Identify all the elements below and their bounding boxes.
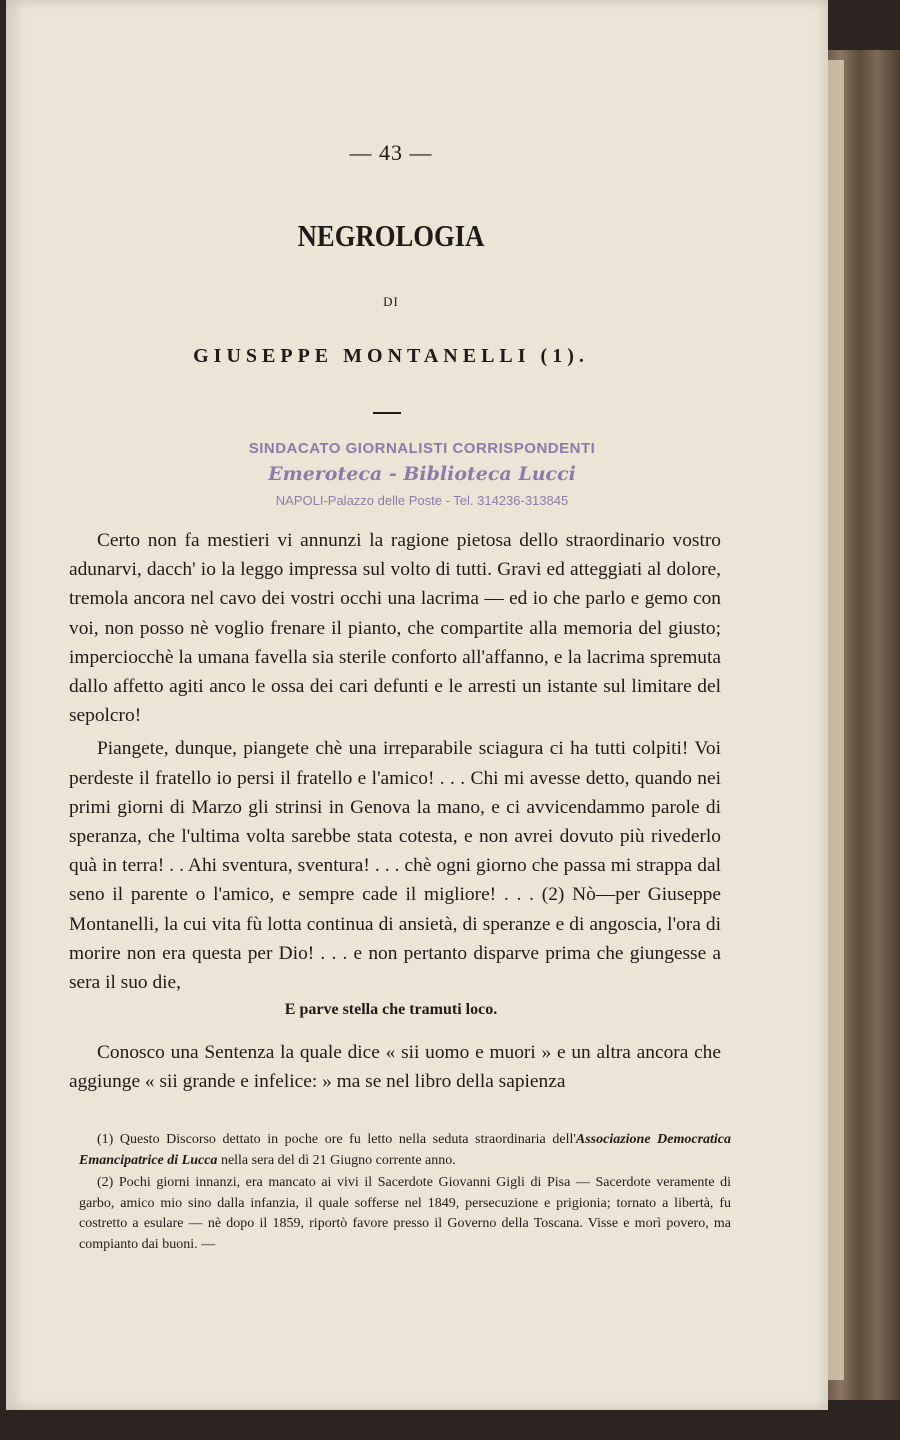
verse-quote: E parve stella che tramuti loco.	[284, 1001, 498, 1018]
subject-name: GIUSEPPE MONTANELLI (1).	[193, 345, 589, 367]
footnote-1	[79, 1130, 731, 1171]
page-number: — 43 —	[349, 140, 433, 165]
paragraph-3: Conosco una Sentenza la quale dice « sii uomo e muori » e un altra ancora che aggiunge « sii grande e infelice: » ma se nel libro della sapienza	[69, 1042, 721, 1093]
footnote-2: (2) Pochi giorni innanzi, era mancato ai vivi il Sacerdote Giovanni Gigli di Pisa — Sacerdote veramente di garbo, amico mio sino dalla infanzia, il quale sofferse nel 1849, persecuzione e prigionia; tornato a libertà, fu costretto a esulare — nè dopo il 1859, riportò favore presso il Governo della Toscana. Visse e morì povero, ma compianto dai buoni. —	[79, 1175, 731, 1252]
title-connector: DI	[383, 294, 399, 309]
page-edges	[826, 60, 844, 1380]
main-text	[69, 526, 721, 1001]
page-title: NEGROLOGIA	[297, 218, 485, 253]
footnote-1-text-a: (1) Questo Discorso dettato in poche ore fu letto nella seduta straordinaria dell'	[97, 1132, 576, 1147]
paragraph-1: Certo non fa mestieri vi annunzi la ragione pietosa dello straordinario vostro adunarvi, dacch' io la leggo impressa sul volto di tutti. Gravi ed atteggiati al dolore, tremola ancora nel cavo dei vostri occhi una lacrima — ed io che parlo e gemo con voi, non posso nè voglio frenare il pianto, che compartite alla memoria del giusto; imperciocchè la umana favella sia sterile conforto all'affanno, e la lacrima spremuta dallo affetto agiti anco le ossa dei cari defunti e le arresti un istante sul limitare del sepolcro!	[69, 530, 721, 727]
library-stamp	[222, 440, 622, 508]
main-text-continued	[69, 1038, 721, 1096]
book-page	[6, 0, 828, 1410]
footnote-1-italic: Associazione Democratica Emancipatrice di Lucca	[79, 1132, 732, 1168]
stamp-line-3: NAPOLI-Palazzo delle Poste - Tel. 314236-313845	[275, 493, 569, 508]
footnote-1-text-b: nella sera del dì 21 Giugno corrente anno.	[217, 1152, 456, 1168]
footnotes	[79, 1130, 731, 1257]
paragraph-2: Piangete, dunque, piangete chè una irreparabile sciagura ci ha tutti colpiti! Voi perdeste il fratello io persi il fratello e l'amico! . . . Chi mi avesse detto, quando nei primi giorni di Marzo gli strinsi in Genova la mano, e ci avvicendammo parole di speranza, che l'ultima volta sarebbe stata cotesta, e non avrei dovuto più rivederlo quà in terra! . . Ahi sventura, sventura! . . . chè ogni giorno che passa mi strappa dal seno il parente o l'amico, e sempre cade il migliore! . . . (2) Nò—per Giuseppe Montanelli, la cui vita fù lotta continua di ansietà, di speranze e di angoscia, l'ora di morire non era questa per Dio! . . . e non pertanto disparve prima che giungesse a sera il suo die,	[69, 738, 721, 994]
stamp-line-1: SINDACATO GIORNALISTI CORRISPONDENTI	[248, 440, 596, 457]
stamp-line-2: Emeroteca - Biblioteca Lucci	[268, 463, 576, 485]
divider-rule	[373, 412, 401, 414]
